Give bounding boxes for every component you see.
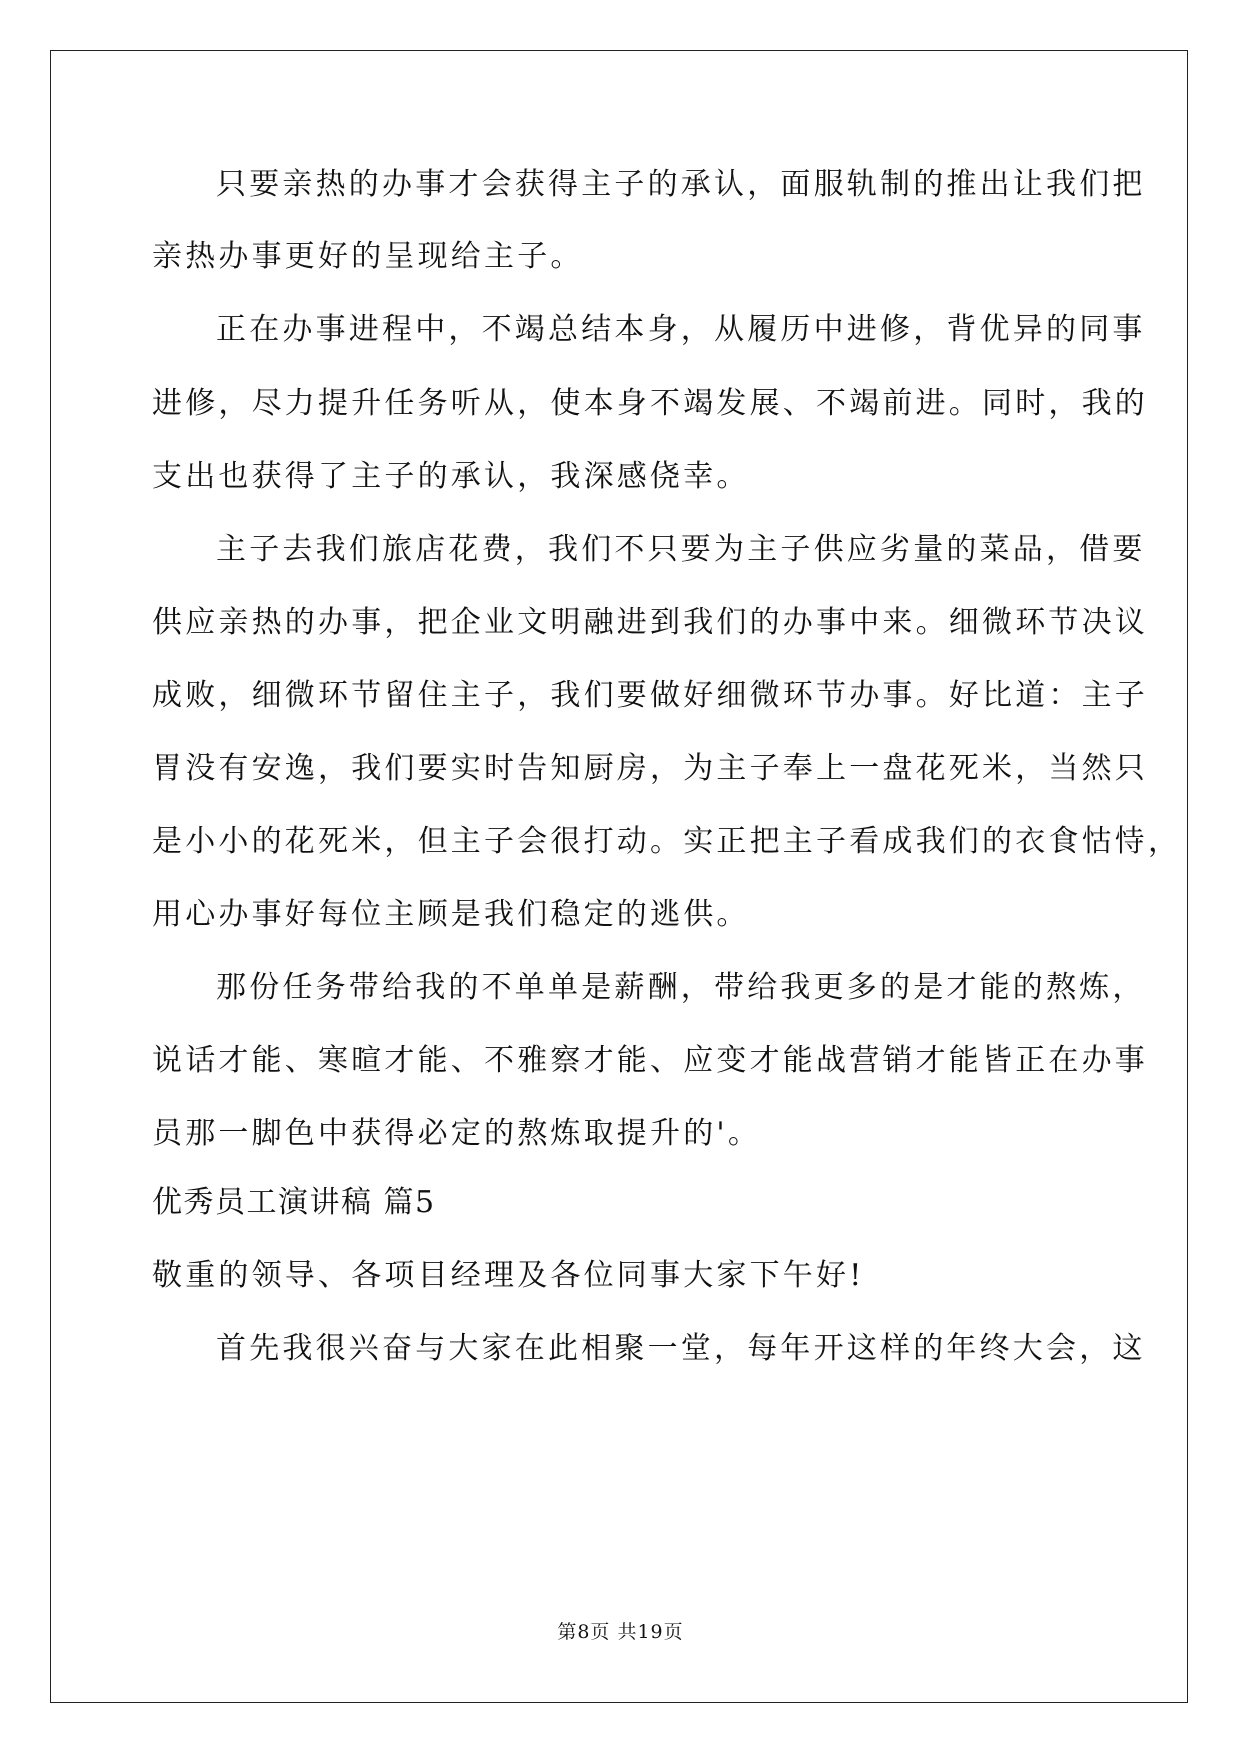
paragraph-line: 用心办事好每位主顾是我们稳定的逃供。 xyxy=(152,897,750,932)
paragraph-line: 支出也获得了主子的承认，我深感侥幸。 xyxy=(152,459,750,494)
paragraph-line: 供应亲热的办事，把企业文明融进到我们的办事中来。细微环节决议 xyxy=(152,605,1148,640)
paragraph-line: 是小小的花死米，但主子会很打动。实正把主子看成我们的衣食怙恃， xyxy=(152,824,1182,859)
paragraph-line: 只要亲热的办事才会获得主子的承认，面服轨制的推出让我们把 xyxy=(216,167,1146,202)
paragraph-line: 员那一脚色中获得必定的熬炼取提升的'。 xyxy=(152,1116,762,1151)
section-heading: 优秀员工演讲稿 篇5 xyxy=(152,1185,436,1220)
paragraph-line: 说话才能、寒暄才能、不雅察才能、应变才能战营销才能皆正在办事 xyxy=(152,1043,1148,1078)
greeting-line: 敬重的领导、各项目经理及各位同事大家下午好! xyxy=(152,1258,865,1293)
paragraph-line: 首先我很兴奋与大家在此相聚一堂，每年开这样的年终大会，这 xyxy=(216,1331,1146,1366)
paragraph-line: 主子去我们旅店花费，我们不只要为主子供应劣量的菜品，借要 xyxy=(216,532,1146,567)
page-border xyxy=(50,50,1188,1703)
paragraph-line: 胃没有安逸，我们要实时告知厨房，为主子奉上一盘花死米，当然只 xyxy=(152,751,1148,786)
page-number-footer: 第8页 共19页 xyxy=(557,1621,684,1643)
paragraph-line: 进修，尽力提升任务听从，使本身不竭发展、不竭前进。同时，我的 xyxy=(152,386,1148,421)
paragraph-line: 成败，细微环节留住主子，我们要做好细微环节办事。好比道：主子 xyxy=(152,678,1148,713)
paragraph-line: 亲热办事更好的呈现给主子。 xyxy=(152,239,584,274)
paragraph-line: 那份任务带给我的不单单是薪酬，带给我更多的是才能的熬炼， xyxy=(216,970,1146,1005)
paragraph-line: 正在办事进程中，不竭总结本身，从履历中进修，背优异的同事 xyxy=(216,312,1146,347)
